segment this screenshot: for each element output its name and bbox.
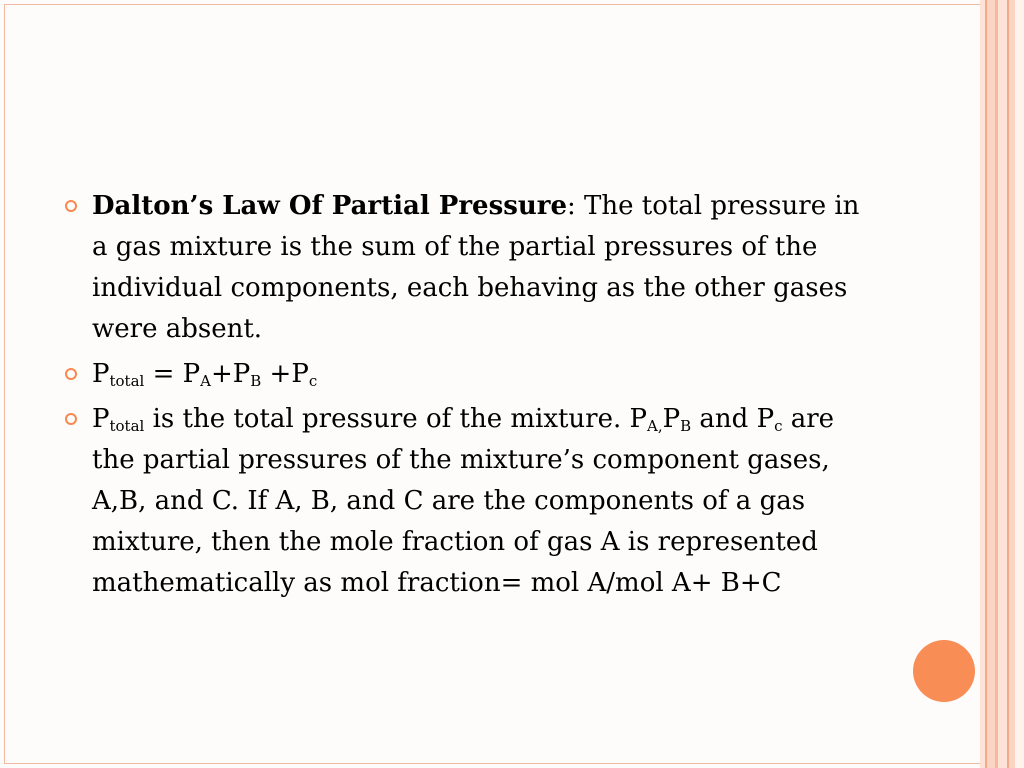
eq-sub-b: B bbox=[250, 372, 262, 390]
expl-sub-total: total bbox=[109, 417, 145, 435]
eq-equals-pa: = P bbox=[144, 359, 201, 389]
bullet-ring-icon bbox=[65, 368, 77, 380]
law-definition: The total pressure in a gas mixture is the sum of the partial pressures of the individual components, each behaving as the other gases were absent. bbox=[92, 191, 860, 344]
expl-p: P bbox=[92, 404, 110, 434]
expl-sub-a: A, bbox=[647, 417, 663, 435]
decor-circle bbox=[913, 640, 975, 702]
eq-sub-c: c bbox=[308, 372, 318, 390]
expl-sub-b: B bbox=[680, 417, 692, 435]
expl-text-3: are the partial pressures of the mixture’s component gases, A,B, and C. If A, B, and C are the components of a gas mixture, then the mole fraction of gas A is represented mathematically as mol fraction= mol A/mol A+ B+C bbox=[92, 404, 835, 598]
expl-text-1: is the total pressure of the mixture. P bbox=[144, 404, 648, 434]
bullet-ring-icon bbox=[65, 413, 77, 425]
bullet-ring-icon bbox=[65, 200, 77, 212]
expl-sub-c: c bbox=[774, 417, 783, 435]
eq-sub-total: total bbox=[109, 372, 145, 390]
eq-plus-pb: +P bbox=[210, 359, 251, 389]
decor-stripe bbox=[987, 0, 995, 768]
decor-stripe bbox=[1015, 0, 1024, 768]
bullet-equation bbox=[62, 354, 862, 395]
decor-stripe bbox=[998, 0, 1007, 768]
eq-sub-a: A bbox=[200, 372, 211, 390]
expl-text-2: and P bbox=[691, 404, 775, 434]
eq-p-total: P bbox=[92, 359, 110, 389]
eq-plus-pc: +P bbox=[261, 359, 309, 389]
bullet-list bbox=[62, 186, 862, 608]
law-colon: : bbox=[566, 191, 576, 221]
law-term: Dalton’s Law Of Partial Pressure bbox=[92, 191, 567, 221]
bullet-dalton-law bbox=[62, 186, 862, 350]
expl-p2: P bbox=[662, 404, 681, 434]
bullet-explanation bbox=[62, 399, 862, 604]
